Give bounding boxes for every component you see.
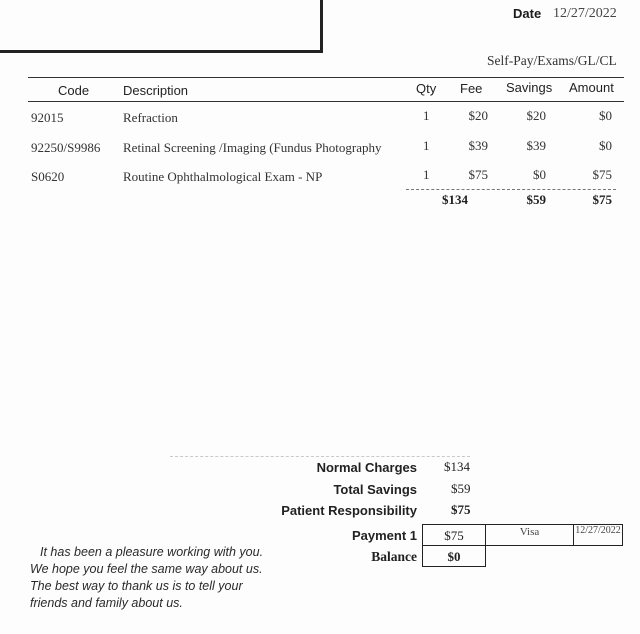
closing-line: The best way to thank us is to tell your xyxy=(30,579,243,593)
row-code: 92250/S9986 xyxy=(31,140,101,155)
row-fee: $75 xyxy=(468,167,488,182)
row-savings: $0 xyxy=(533,167,546,182)
total-savings: $59 xyxy=(526,192,546,207)
header-rule-bottom xyxy=(28,101,624,102)
col-code: Code xyxy=(58,83,90,98)
row-fee: $20 xyxy=(468,108,488,123)
payment-label: Payment 1 xyxy=(351,528,417,543)
normal-charges-label: Normal Charges xyxy=(316,460,417,475)
payment-date-box xyxy=(573,524,623,546)
payment-method: Visa xyxy=(519,526,540,538)
balance-box xyxy=(422,545,486,567)
row-description: Retinal Screening /Imaging (Fundus Photography xyxy=(123,140,382,155)
patient-responsibility-label: Patient Responsibility xyxy=(281,503,417,518)
row-amount: $75 xyxy=(592,167,612,182)
row-description: Routine Ophthalmological Exam - NP xyxy=(123,169,323,184)
patient-responsibility-value: $75 xyxy=(451,502,471,517)
payment-date: 12/27/2022 xyxy=(575,525,621,536)
row-fee: $39 xyxy=(468,138,488,153)
row-description: Refraction xyxy=(123,110,178,125)
date-value: 12/27/2022 xyxy=(553,6,617,21)
table-row xyxy=(0,140,640,158)
total-savings-value: $59 xyxy=(451,481,471,496)
summary-divider xyxy=(170,456,470,457)
closing-line: friends and family about us. xyxy=(30,596,183,610)
balance-value: $0 xyxy=(447,549,461,564)
row-qty: 1 xyxy=(423,138,430,153)
row-code: S0620 xyxy=(31,169,65,184)
table-row xyxy=(0,169,640,187)
category-label: Self-Pay/Exams/GL/CL xyxy=(487,53,617,68)
col-qty: Qty xyxy=(416,81,437,96)
header-box xyxy=(0,0,323,53)
totals-rule xyxy=(406,189,616,190)
table-row xyxy=(0,110,640,128)
normal-charges-value: $134 xyxy=(444,459,470,474)
payment-amount-box xyxy=(422,524,486,546)
total-amount: $75 xyxy=(592,192,612,207)
payment-amount: $75 xyxy=(444,528,464,543)
closing-message xyxy=(30,544,300,612)
total-savings-label: Total Savings xyxy=(333,482,417,497)
row-savings: $39 xyxy=(526,138,546,153)
row-qty: 1 xyxy=(423,108,430,123)
closing-line: We hope you feel the same way about us. xyxy=(30,562,263,576)
total-fee: $134 xyxy=(442,192,468,207)
row-amount: $0 xyxy=(599,138,612,153)
col-description: Description xyxy=(123,83,189,98)
header-rule-top xyxy=(28,77,624,78)
closing-line: It has been a pleasure working with you. xyxy=(40,545,264,559)
row-savings: $20 xyxy=(526,108,546,123)
row-code: 92015 xyxy=(31,110,64,125)
col-fee: Fee xyxy=(460,81,483,96)
date-label: Date xyxy=(513,6,542,21)
col-amount: Amount xyxy=(569,80,614,95)
row-amount: $0 xyxy=(599,108,612,123)
balance-label: Balance xyxy=(371,549,417,564)
row-qty: 1 xyxy=(423,167,430,182)
col-savings: Savings xyxy=(506,80,553,95)
payment-method-box xyxy=(485,524,573,546)
